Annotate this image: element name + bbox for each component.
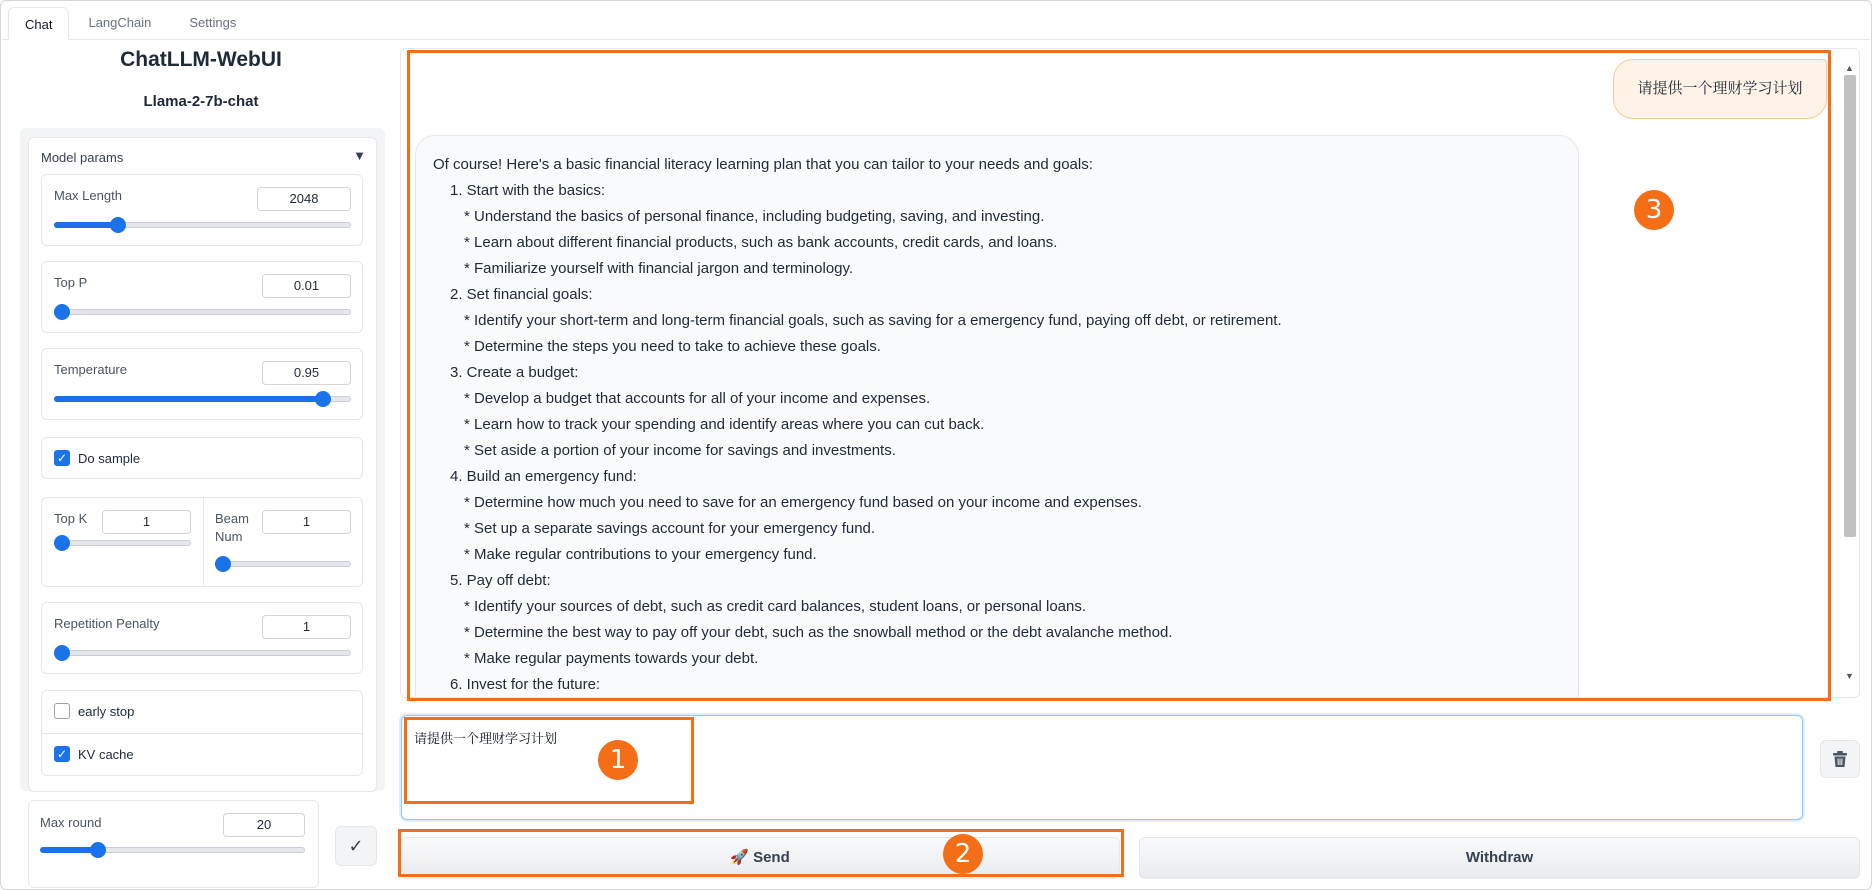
bot-step-line: 3. Create a budget: <box>450 364 579 381</box>
repetition-penalty-label: Repetition Penalty <box>54 616 160 631</box>
slider-thumb[interactable] <box>54 535 70 551</box>
bot-step-line: 1. Start with the basics: <box>450 182 606 199</box>
tab-chat[interactable]: Chat <box>8 7 69 40</box>
clear-button[interactable] <box>1820 740 1860 778</box>
model-params-title[interactable]: Model params <box>41 150 124 165</box>
user-message: 请提供一个理财学习计划 <box>1613 59 1827 119</box>
collapse-caret-icon[interactable]: ▼ <box>353 148 366 163</box>
scroll-down-icon[interactable]: ▼ <box>1845 671 1854 681</box>
bot-sub-line: * Determine how much you need to save for an emergency fund based on your income and expenses. <box>464 494 1142 511</box>
send-button[interactable]: 🚀 Send <box>400 837 1120 879</box>
bot-sub-line: * Determine the best way to pay off your debt, such as the snowball method or the debt avalanche method. <box>464 624 1173 641</box>
bot-sub-line: * Develop a budget that accounts for all of your income and expenses. <box>464 390 931 407</box>
kv-cache-label: KV cache <box>78 747 134 762</box>
bot-step-line: 5. Pay off debt: <box>450 572 551 589</box>
repetition-penalty-input[interactable]: 1 <box>262 615 351 639</box>
temperature-input[interactable]: 0.95 <box>262 361 351 385</box>
top-p-label: Top P <box>54 275 88 290</box>
max-round-label: Max round <box>40 815 102 830</box>
bot-step-line: 2. Set financial goals: <box>450 286 593 303</box>
repetition-penalty-control <box>41 602 363 674</box>
bot-sub-line: * Understand the basics of personal finance, including budgeting, saving, and investing. <box>464 208 1045 225</box>
bot-step-line: 4. Build an emergency fund: <box>450 468 637 485</box>
slider-thumb[interactable] <box>110 217 126 233</box>
annotation-badge-3: 3 <box>1634 190 1674 230</box>
bot-sub-line: * Set up a separate savings account for your emergency fund. <box>464 520 876 537</box>
divider <box>203 498 204 586</box>
app-title: ChatLLM-WebUI <box>120 48 282 71</box>
beam-num-input[interactable]: 1 <box>262 510 351 534</box>
bot-sub-line: * Make regular payments towards your debt. <box>464 650 759 667</box>
tab-langchain[interactable]: LangChain <box>88 15 152 30</box>
bot-sub-line: * Identify your short-term and long-term financial goals, such as saving for a emergency fund, paying off debt, or retirement. <box>464 312 1282 329</box>
kv-cache-checkbox[interactable]: ✓ <box>54 746 70 762</box>
beam-num-slider[interactable] <box>215 556 351 572</box>
bot-sub-line: * Identify your sources of debt, such as credit card balances, student loans, or personal loans. <box>464 598 1087 615</box>
top-p-control <box>41 261 363 333</box>
slider-thumb[interactable] <box>54 645 70 661</box>
do-sample-control <box>41 437 363 479</box>
bot-intro: Of course! Here's a basic financial literacy learning plan that you can tailor to your needs and goals: <box>433 156 1093 173</box>
early-stop-label: early stop <box>78 704 135 719</box>
max-length-input[interactable]: 2048 <box>257 187 351 211</box>
do-sample-label: Do sample <box>78 451 141 466</box>
bot-sub-line: * Determine the steps you need to take to achieve these goals. <box>464 338 881 355</box>
top-k-slider[interactable] <box>54 535 191 551</box>
max-round-slider[interactable] <box>40 842 305 858</box>
temperature-slider[interactable] <box>54 391 351 407</box>
top-k-input[interactable]: 1 <box>102 510 191 534</box>
confirm-button[interactable]: ✓ <box>335 826 377 866</box>
top-p-input[interactable]: 0.01 <box>262 274 351 298</box>
bot-step-line: 6. Invest for the future: <box>450 676 601 693</box>
slider-thumb[interactable] <box>54 304 70 320</box>
max-length-control <box>41 174 363 246</box>
max-round-control <box>28 800 319 888</box>
scroll-up-icon[interactable]: ▲ <box>1845 63 1854 73</box>
annotation-box-send <box>398 829 1124 877</box>
temperature-control <box>41 348 363 420</box>
slider-thumb[interactable] <box>90 842 106 858</box>
model-params-panel <box>28 137 377 792</box>
bot-sub-line: * Learn about different financial products, such as bank accounts, credit cards, and loans. <box>464 234 1058 251</box>
trash-icon <box>1832 750 1848 768</box>
top-k-label: Top K <box>54 511 88 526</box>
temperature-label: Temperature <box>54 362 127 377</box>
divider <box>42 733 362 734</box>
tab-bar <box>2 2 1870 40</box>
bot-sub-line: * Familiarize yourself with financial jargon and terminology. <box>464 260 854 277</box>
model-name: Llama-2-7b-chat <box>143 93 259 110</box>
bot-sub-line: * Make regular contributions to your emergency fund. <box>464 546 817 563</box>
early-stop-checkbox[interactable] <box>54 703 70 719</box>
beam-num-label: Beam Num <box>215 511 249 544</box>
bot-sub-line: * Learn how to track your spending and identify areas where you can cut back. <box>464 416 985 433</box>
max-length-label: Max Length <box>54 188 122 203</box>
withdraw-button[interactable]: Withdraw <box>1139 837 1860 879</box>
bot-sub-line: * Set aside a portion of your income for savings and investments. <box>464 442 896 459</box>
stop-cache-control <box>41 690 363 776</box>
do-sample-checkbox[interactable]: ✓ <box>54 450 70 466</box>
max-length-slider[interactable] <box>54 217 351 233</box>
chat-scrollbar[interactable] <box>1843 63 1857 681</box>
scrollbar-thumb[interactable] <box>1844 75 1856 537</box>
message-input-text: 请提供一个理财学习计划 <box>414 731 558 746</box>
annotation-box-chat <box>407 50 1831 701</box>
slider-thumb[interactable] <box>215 556 231 572</box>
annotation-badge-2: 2 <box>943 834 983 874</box>
top-p-slider[interactable] <box>54 304 351 320</box>
annotation-badge-1: 1 <box>598 740 638 780</box>
repetition-penalty-slider[interactable] <box>54 645 351 661</box>
max-round-input[interactable]: 20 <box>223 813 305 837</box>
tab-settings[interactable]: Settings <box>189 15 237 30</box>
annotation-box-input <box>404 717 694 804</box>
topk-beam-control <box>41 497 363 587</box>
slider-thumb[interactable] <box>315 391 331 407</box>
